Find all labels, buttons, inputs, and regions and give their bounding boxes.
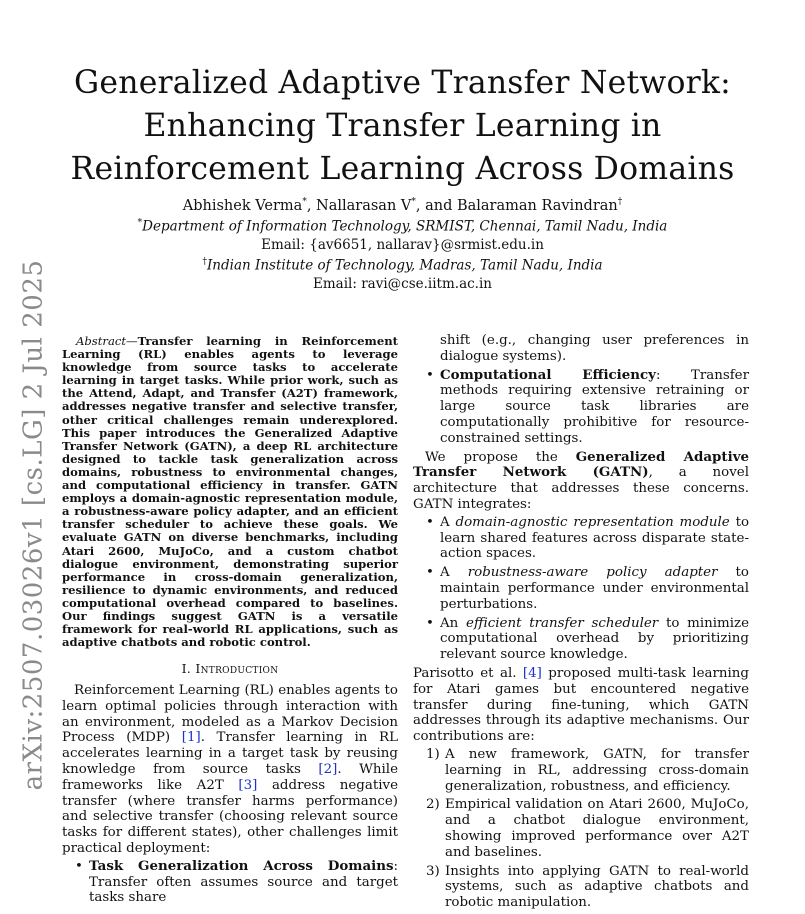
component-item (413, 565, 749, 612)
contribution-number: 2) (426, 797, 440, 813)
bullet-icon: • (426, 514, 434, 530)
challenge-item-generalization (62, 859, 398, 906)
title-line-2: Enhancing Transfer Learning in (143, 108, 662, 144)
author-3: Balaraman Ravindran (456, 197, 618, 214)
abstract-text: Transfer learning in Reinforcement Learning (RL) enables agents to leverage knowledge from source tasks to accelerate learning in target tasks. While prior work, such as the Attend, Adapt, and Transfer (A2T) framework, addresses negative transfer and selective transfer, other critical challenges remain underexplored. This paper introduces the Generalized Adaptive Transfer Network (GATN), a deep RL architecture designed to tackle task generalization across domains, robustness to environmental changes, and computational efficiency in transfer. GATN employs a domain-agnostic representation module, a robustness-aware policy adapter, and an efficient transfer scheduler to achieve these goals. We evaluate GATN on diverse benchmarks, including Atari 2600, MuJoCo, and a custom chatbot dialogue environment, demonstrating superior performance in cross-domain generalization, resilience to dynamic environments, and reduced computational overhead compared to baselines. Our findings suggest GATN is a versatile framework for real-world RL applications, such as adaptive chatbots and robotic control. (62, 334, 398, 650)
component-desc: to learn shared features across disparate state-action spaces. (440, 514, 750, 562)
component-prefix: A (440, 514, 456, 530)
author-2: Nallarasan V (316, 197, 412, 214)
intro-text-c: . While frameworks like A2T (62, 762, 399, 793)
component-prefix: A (440, 565, 468, 581)
affiliation-1 (0, 218, 805, 235)
affiliation-2-email-text: Email: ravi@cse.iitm.ac.in (313, 276, 492, 292)
intro-text-d: address negative transfer (where transfer harms performance) and selective transfer (choosing relevant source tasks for different states), other challenges limit practical deployment: (62, 777, 399, 857)
affiliation-2-text: Indian Institute of Technology, Madras, Tamil Nadu, India (206, 257, 603, 274)
abstract (62, 335, 398, 649)
title-line-3: Reinforcement Learning Across Domains (70, 151, 735, 187)
bullet-icon: • (426, 367, 434, 383)
parisotto-text-b: proposed multi-task learning for Atari games but encountered negative transfer during fine-tuning, which GATN addresses through its adaptive mechanisms. Our contributions are: (413, 665, 749, 745)
component-item (413, 616, 749, 663)
component-name: robustness-aware policy adapter (467, 565, 718, 581)
author-3-mark: † (617, 197, 623, 207)
affiliation-2 (0, 257, 805, 274)
bullet-icon: • (426, 615, 434, 631)
propose-text-a: We propose the (425, 449, 576, 465)
bullet-icon: • (75, 858, 83, 874)
contribution-text: Empirical validation on Atari 2600, MuJoCo, and a chatbot dialogue environment, showing improved performance over A2T and baselines. (445, 797, 749, 860)
left-column (62, 335, 398, 909)
abstract-dash: — (126, 334, 138, 348)
intro-paragraph (62, 683, 398, 857)
intro-text-b: . Transfer learning in RL accelerates learning in a target task by reusing knowledge from source tasks (62, 730, 398, 778)
contribution-number: 3) (426, 863, 440, 879)
contribution-item (413, 747, 749, 794)
affiliation-1-mark: * (137, 218, 143, 228)
intro-text-a: Reinforcement Learning (RL) enables agents to learn optimal policies through interaction with an environment, modeled as a Markov Decision Process (MDP) (62, 683, 398, 746)
author-1: Abhishek Verma (182, 197, 303, 214)
component-desc: to minimize computational overhead by prioritizing relevant source knowledge. (440, 615, 749, 663)
arxiv-sidebar (16, 259, 50, 791)
contribution-item (413, 864, 749, 911)
abstract-label: Abstract (76, 334, 127, 348)
section-heading-introduction: I. Introduction (181, 661, 279, 677)
parisotto-paragraph (413, 666, 749, 745)
challenge-title: Computational Efficiency (440, 366, 656, 383)
component-name: domain-agnostic representation module (455, 514, 730, 530)
affiliation-1-email-text: Email: {av6651, nallarav}@srmist.edu.in (261, 237, 544, 253)
citation-4[interactable]: [4] (522, 665, 542, 681)
citation-3[interactable]: [3] (238, 777, 258, 793)
parisotto-text-a: Parisotto et al. (413, 665, 523, 681)
challenge-text: : Transfer often assumes source and target tasks share (89, 858, 398, 906)
title-line-1: Generalized Adaptive Transfer Network: (74, 65, 731, 101)
challenge-list-continued (413, 368, 749, 447)
contribution-list (413, 747, 749, 911)
right-column (413, 333, 749, 914)
bullet-icon: • (426, 565, 434, 581)
component-name: efficient transfer scheduler (466, 615, 659, 631)
affiliation-1-text: Department of Information Technology, SRMIST, Chennai, Tamil Nadu, India (142, 218, 668, 235)
propose-paragraph (413, 450, 749, 513)
challenge-text: : Transfer methods requiring extensive retraining or large source task libraries are computationally prohibitive for resource-constrained settings. (440, 367, 749, 446)
contribution-number: 1) (426, 746, 440, 762)
citation-1[interactable]: [1] (181, 730, 201, 746)
bullet-continuation: shift (e.g., changing user preferences in dialogue systems). (440, 333, 749, 364)
contribution-text: A new framework, GATN, for transfer learning in RL, addressing cross-domain generalization, robustness, and efficiency. (445, 746, 749, 794)
component-item (413, 515, 749, 562)
challenge-list (62, 859, 398, 906)
challenge-item-efficiency (413, 368, 749, 447)
affiliation-1-email (0, 237, 805, 253)
paper-title (20, 62, 785, 191)
contribution-item (413, 797, 749, 860)
challenge-title: Task Generalization Across Domains (89, 857, 394, 874)
affiliation-2-email (0, 276, 805, 292)
affiliation-2-mark: † (202, 257, 207, 267)
component-prefix: An (440, 615, 467, 631)
author-1-mark: * (302, 197, 307, 207)
author-sep-2: , and (415, 197, 457, 214)
contribution-text: Insights into applying GATN to real-world systems, such as adaptive chatbots and robotic manipulation. (445, 863, 749, 911)
arxiv-identifier: arXiv:2507.03026v1 [cs.LG] 2 Jul 2025 (18, 259, 49, 791)
gatn-component-list (413, 515, 749, 663)
author-list (0, 197, 805, 214)
component-desc: to maintain performance under environmental perturbations. (440, 565, 749, 612)
author-2-mark: * (411, 197, 416, 207)
propose-text-b: , a novel architecture that addresses these concerns. GATN integrates: (413, 465, 750, 512)
gatn-name: Generalized Adaptive Transfer Network (GATN) (413, 448, 749, 481)
author-sep-1: , (306, 197, 317, 214)
citation-2[interactable]: [2] (318, 762, 338, 778)
